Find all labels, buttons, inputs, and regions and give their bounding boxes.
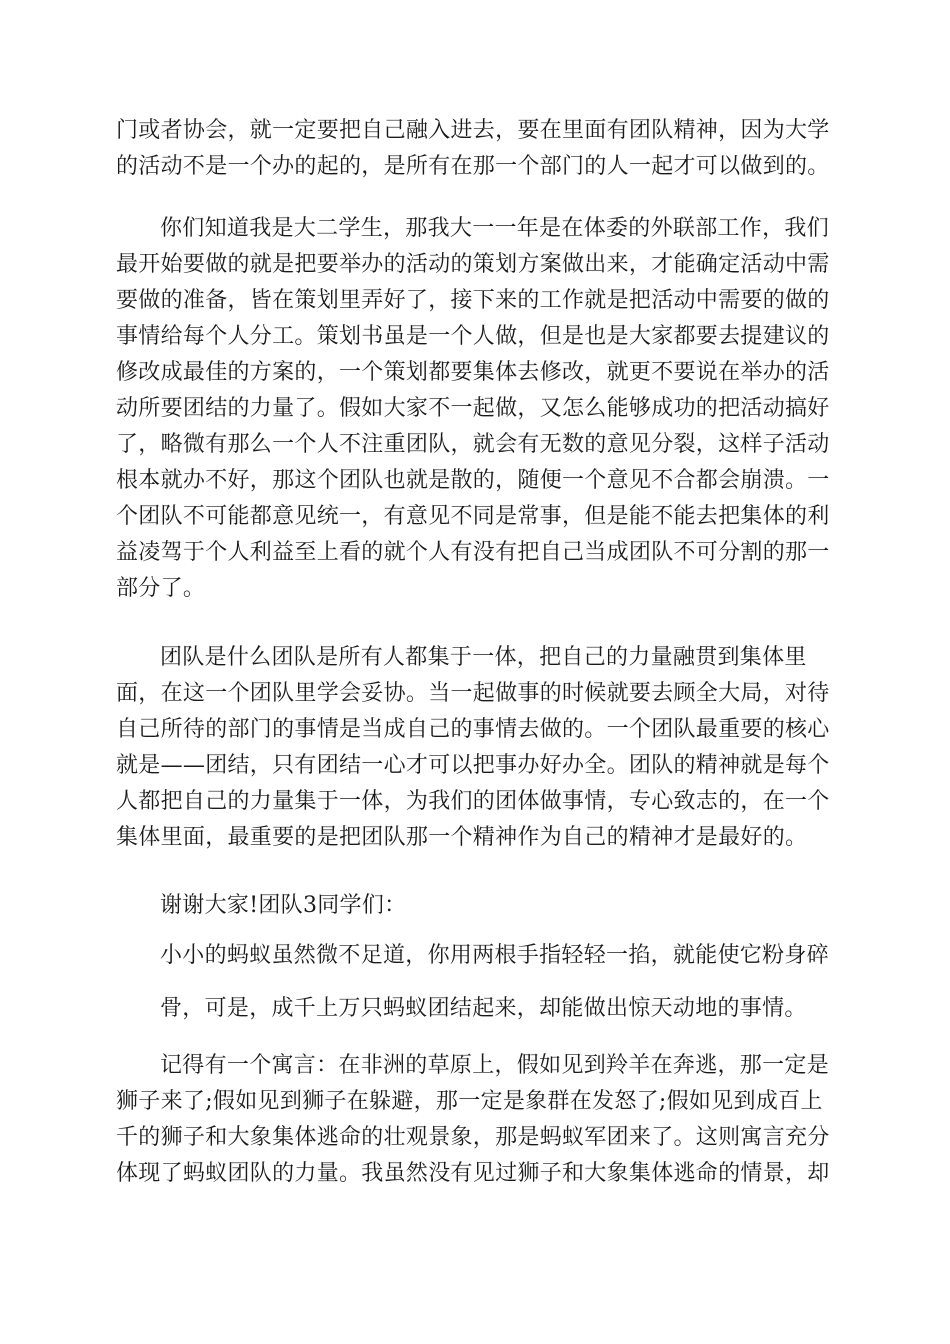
text-line: 记得有一个寓言：在非洲的草原上，假如见到羚羊在奔逃，那一定是	[160, 1053, 830, 1078]
paragraph-5	[116, 938, 836, 974]
paragraph-4	[116, 888, 836, 924]
text-line: 面，在这一个团队里学会妥协。当一起做事的时候就要去顾全大局，对待	[116, 681, 830, 706]
text-line: 益凌驾于个人利益至上看的就个人有没有把自己当成团队不可分割的那一	[116, 540, 830, 565]
text-line: 个团队不可能都意见统一，有意见不同是常事，但是能不能去把集体的利	[116, 504, 830, 529]
text-line: 事情给每个人分工。策划书虽是一个人做，但是也是大家都要去提建议的	[116, 324, 830, 349]
paragraph-6	[116, 991, 836, 1027]
text-line: 千的狮子和大象集体逃命的壮观景象，那是蚂蚁军团来了。这则寓言充分	[116, 1125, 830, 1150]
text-line: 要做的准备，皆在策划里弄好了，接下来的工作就是把活动中需要的做的	[116, 288, 830, 313]
text-line: 团队是什么团队是所有人都集于一体，把自己的力量融贯到集体里	[160, 645, 807, 670]
text-line: 修改成最佳的方案的，一个策划都要集体去修改，就更不要说在举办的活	[116, 360, 830, 385]
paragraph-3	[116, 640, 836, 856]
paragraph-7	[116, 1048, 836, 1192]
text-line: 自己所待的部门的事情是当成自己的事情去做的。一个团队最重要的核心	[116, 717, 830, 742]
text-line: 部分了。	[116, 576, 206, 601]
text-line: 就是——团结，只有团结一心才可以把事办好办全。团队的精神就是每个	[116, 753, 830, 778]
paragraph-2	[116, 211, 836, 607]
text-line: 体现了蚂蚁团队的力量。我虽然没有见过狮子和大象集体逃命的情景，却	[116, 1161, 830, 1186]
text-line: 骨，可是，成千上万只蚂蚁团结起来，却能做出惊天动地的事情。	[160, 996, 807, 1021]
text-line: 的活动不是一个办的起的，是所有在那一个部门的人一起才可以做到的。	[116, 154, 830, 179]
text-line: 了，略微有那么一个人不注重团队，就会有无数的意见分裂，这样子活动	[116, 432, 830, 457]
text-line: 谢谢大家!团队3同学们：	[160, 893, 407, 918]
text-line: 门或者协会，就一定要把自己融入进去，要在里面有团队精神，因为大学	[116, 118, 830, 143]
text-line: 根本就办不好，那这个团队也就是散的，随便一个意见不合都会崩溃。一	[116, 468, 830, 493]
text-line: 人都把自己的力量集于一体，为我们的团体做事情，专心致志的，在一个	[116, 789, 830, 814]
paragraph-1	[116, 113, 836, 185]
text-line: 小小的蚂蚁虽然微不足道，你用两根手指轻轻一掐，就能使它粉身碎	[160, 943, 830, 968]
text-line: 你们知道我是大二学生，那我大一一年是在体委的外联部工作，我们	[160, 216, 830, 241]
text-line: 动所要团结的力量了。假如大家不一起做，又怎么能够成功的把活动搞好	[116, 396, 830, 421]
text-line: 狮子来了;假如见到狮子在躲避，那一定是象群在发怒了;假如见到成百上	[116, 1089, 823, 1114]
text-line: 最开始要做的就是把要举办的活动的策划方案做出来，才能确定活动中需	[116, 252, 830, 277]
text-line: 集体里面，最重要的是把团队那一个精神作为自己的精神才是最好的。	[116, 825, 808, 850]
